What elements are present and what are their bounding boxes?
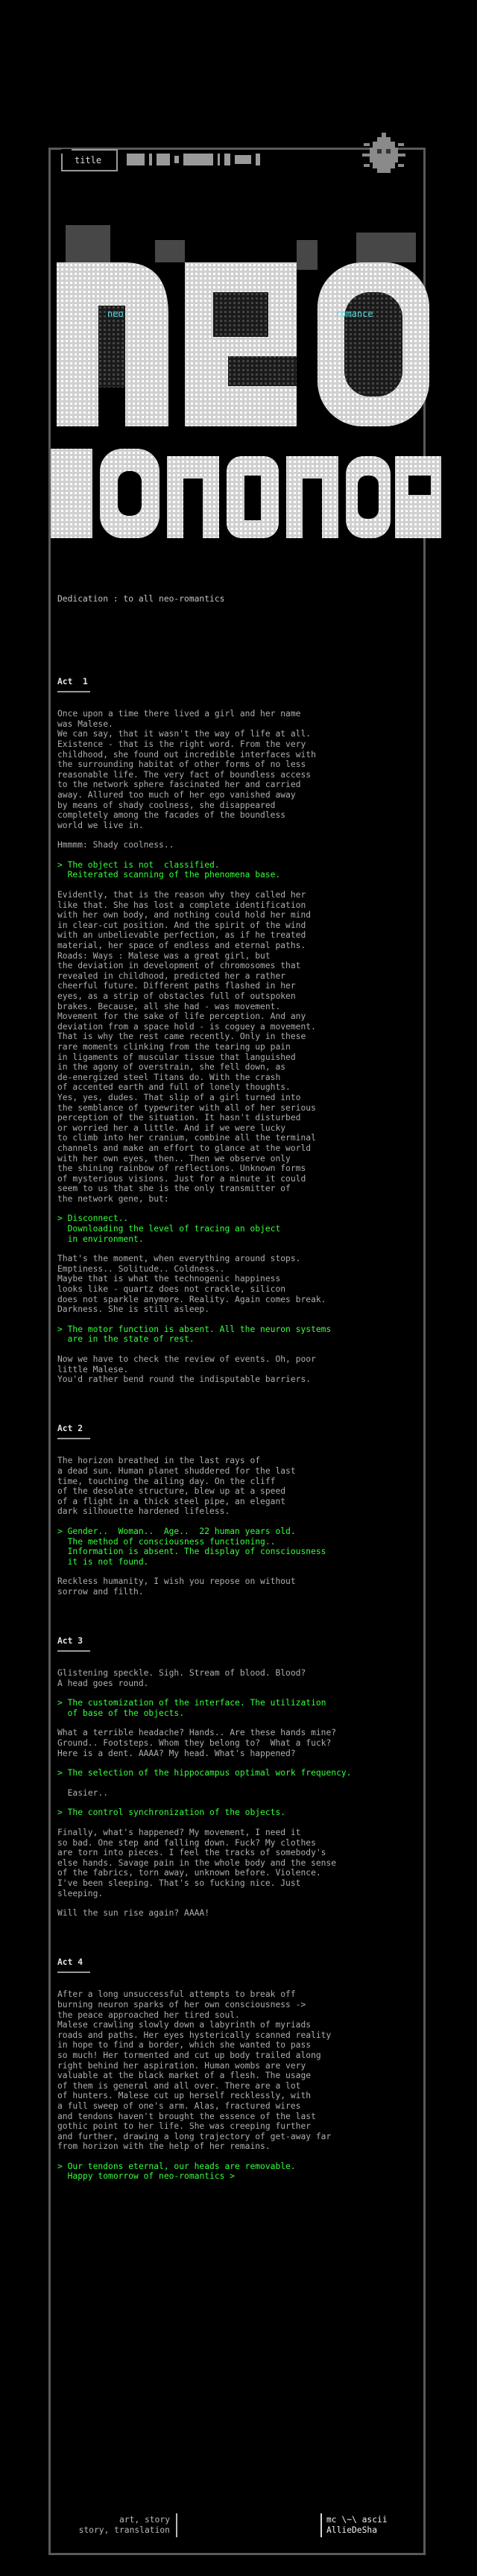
title-tab bbox=[61, 149, 118, 171]
paragraph: Easier.. bbox=[57, 1787, 109, 1798]
story-content bbox=[57, 574, 415, 2231]
paragraph: Reckless humanity, I wish you repose on without sorrow and filth. bbox=[57, 1576, 296, 1597]
paragraph: Glistening speckle. Sigh. Stream of blood. Blood? A head goes round. bbox=[57, 1668, 306, 1688]
credits-roles: art, story story, translation bbox=[78, 2515, 170, 2535]
paragraph: After a long unsuccessful attempts to break off burning neuron sparks of her own consciousness -> the peace approached her tired soul. Malese crawling slowly down a labyrinth of myriads roads and paths. Her eyes hysterically scanned reality in hope to find a border, which she wanted to pass so much! Her tormented and cut up body trailed along right behind her aspiration. Human wombs are very valuable at the black market of a flesh. The usage of them is general and all over. There are a lot of hunters. Malese cut up herself recklessly, with a full sweep of one's arm. Alas, fractured wires and tendons haven't brought the essence of the last gothic point to her life. She was creeping further and further, drawing a long trajectory of get-away far from horizon with the help of her remains. bbox=[57, 1989, 332, 2152]
credits-divider bbox=[176, 2513, 177, 2537]
logo-left-tag: neo bbox=[107, 309, 124, 319]
system-message: > The motor function is absent. All the neuron systems are in the state of rest. bbox=[57, 1324, 332, 1345]
system-message: > The customization of the interface. The utilization of base of the objects. bbox=[57, 1698, 326, 1718]
paragraph: The horizon breathed in the last rays of a dead sun. Human planet shuddered for the last time, touching the ailing day. On the cliff of the desolate structure, blew up at a speed of a flight in a thick steel pipe, an elegant dark silhouette hardened lifeless. bbox=[57, 1456, 296, 1517]
act-section bbox=[57, 677, 415, 1385]
system-message: > Disconnect.. Downloading the level of tracing an object in environment. bbox=[57, 1213, 281, 1244]
act-title: Act 1 bbox=[57, 676, 88, 686]
dedication: Dedication : to all neo-romantics bbox=[57, 594, 225, 604]
bug-icon bbox=[361, 133, 407, 177]
act-underline bbox=[57, 1438, 90, 1439]
logo-right-tag: romance bbox=[335, 309, 373, 319]
system-message: > Gender.. Woman.. Age.. 22 human years old. The method of consciousness functioning.. Information is absent. The display of consciousness it is not found. bbox=[57, 1526, 326, 1567]
credits-authors: mc \~\ ascii AllieDeSha bbox=[326, 2515, 388, 2535]
system-message: > Our tendons eternal, our heads are removable. Happy tomorrow of neo-romantics > bbox=[57, 2161, 296, 2182]
paragraph: Once upon a time there lived a girl and her name was Malese. We can say, that it wasn't the way of life at all. Existence - that is the right word. From the very childhood, she found out incredible interfaces with the surrounding habitat of other forms of no less reasonable life. The very fact of boundless access to the network sphere fascinated her and carried away. Allured too much of her ego vanished away by means of shady coolness, she disappeared completely among the facades of the boundless world we live in. bbox=[57, 709, 316, 830]
system-message: > The selection of the hippocampus optimal work frequency. bbox=[57, 1768, 352, 1778]
paragraph: What a terrible headache? Hands.. Are these hands mine? Ground.. Footsteps. Whom they belong to? What a fuck? Here is a dent. AAAA? My head. What's happened? bbox=[57, 1728, 337, 1758]
system-message: > The control synchronization of the objects. bbox=[57, 1808, 286, 1818]
title-tab-label: title bbox=[75, 155, 102, 165]
act-section bbox=[57, 1957, 415, 2182]
acts-container bbox=[57, 677, 415, 2182]
paragraph: Finally, what's happened? My movement, I need it so bad. One step and falling down. Fuck? My clothes are torn into pieces. I feel the tracks of somebody's else hands. Savage pain in the whole body and the sense of the fabrics, torn away, unknown before. Violence. I've been sleeping. That's so fucking nice. Just sleeping. bbox=[57, 1828, 337, 1898]
act-underline bbox=[57, 1972, 90, 1973]
act-section bbox=[57, 1636, 415, 1919]
act-section bbox=[57, 1424, 415, 1597]
paragraph: Will the sun rise again? AAAA! bbox=[57, 1908, 210, 1919]
act-underline bbox=[57, 691, 90, 692]
paragraph: Now we have to check the review of events. Oh, poor little Malese. You'd rather bend round the indisputable barriers. bbox=[57, 1354, 316, 1385]
credits-divider-right bbox=[320, 2513, 322, 2537]
act-underline bbox=[57, 1650, 90, 1652]
act-title: Act 4 bbox=[57, 1957, 83, 1967]
act-title: Act 2 bbox=[57, 1423, 83, 1433]
header-bar-segments bbox=[127, 154, 320, 165]
paragraph: That's the moment, when everything around stops. Emptiness.. Solitude.. Coldness.. Maybe that is what the technogenic happiness looks like - quartz does not crackle, silicon does not sparkle anymore. Reality. Again comes break. Darkness. She is still asleep. bbox=[57, 1254, 326, 1315]
neo-romance-logo bbox=[43, 210, 446, 558]
paragraph: Hmmmm: Shady coolness.. bbox=[57, 840, 174, 850]
act-title: Act 3 bbox=[57, 1635, 83, 1646]
system-message: > The object is not classified. Reiterated scanning of the phenomena base. bbox=[57, 859, 281, 880]
paragraph: Evidently, that is the reason why they called her like that. She has lost a complete identification with her own body, and nothing could hold her mind in clear-cut position. And the spirit of the wind with an unbelievable perfection, as if he treated material, her space of endless and eternal paths. Roads: Ways : Malese was a great girl, but the deviation in development of chromosomes that revealed in childhood, predicted her a rather cheerful future. Different paths flashed in her eyes, as a strip of obstacles full of outspoken brakes. Because, all she had - was movement. Movement for the sake of life perception. And any deviation from a space hold - is coguey a movement. That is why the rest came recently. Only in these rare moments clinking from the tearing up pain in ligaments of muscular tissue that languished in the agony of overstrain, she fell down, as de-energized steel Titans do. With the crash of accented earth and full of lonely thoughts. Yes, yes, dudes. That slip of a girl turned into the semblance of typewriter with all of her serious perception of the situation. It hasn't disturbed or worried her a little. And if we were lucky to climb into her cranium, combine all the terminal channels and make an effort to glance at the world with her own eyes, then.. Then we observe only the shining rainbow of reflections. Unknown forms of mysterious visions. Just for a minute it could seem to us that she is the only transmitter of the network gene, but: bbox=[57, 890, 316, 1204]
